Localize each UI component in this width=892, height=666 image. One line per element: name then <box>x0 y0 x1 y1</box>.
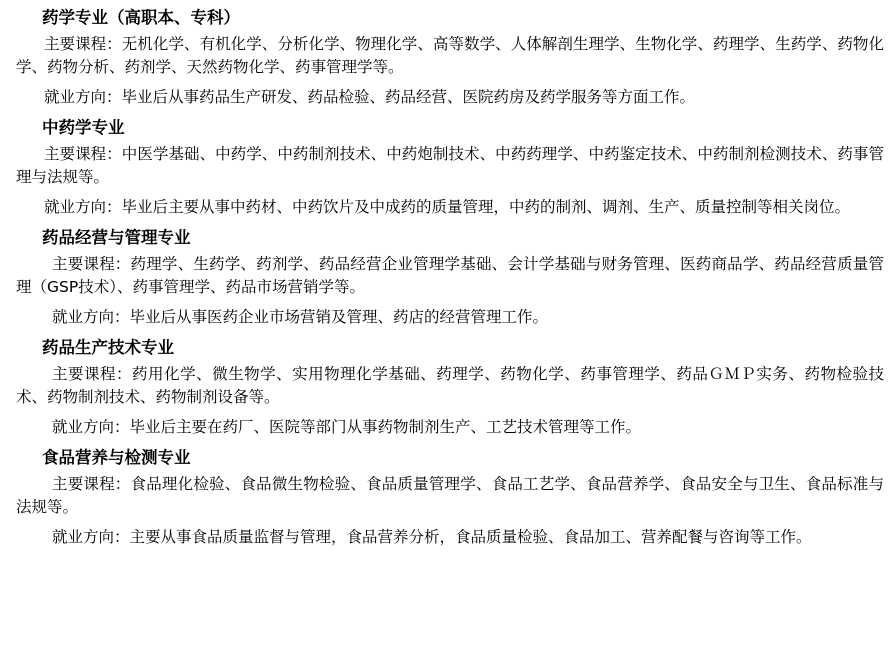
section-title: 中药学专业 <box>42 118 125 137</box>
section-title: 药品生产技术专业 <box>42 338 174 357</box>
career-paragraph: 就业方向：毕业后从事医药企业市场营销及管理、药店的经营管理工作。 <box>52 308 549 326</box>
section-food-nutrition <box>16 446 884 549</box>
section-title: 食品营养与检测专业 <box>42 448 191 467</box>
section-title: 药学专业（高职本、专科） <box>42 8 240 27</box>
section-pharmacy <box>16 6 884 109</box>
section-drug-business <box>16 226 884 329</box>
courses-paragraph: 主要课程：药用化学、微生物学、实用物理化学基础、药理学、药物化学、药事管理学、药品ＧＭＰ实务、药物检验技术、药物制剂技术、药物制剂设备等。 <box>16 365 884 406</box>
section-title: 药品经营与管理专业 <box>42 228 191 247</box>
courses-paragraph: 主要课程：无机化学、有机化学、分析化学、物理化学、高等数学、人体解剖生理学、生物化学、药理学、生药学、药物化学、药物分析、药剂学、天然药物化学、药事管理学等。 <box>16 35 884 76</box>
courses-paragraph: 主要课程：中医学基础、中药学、中药制剂技术、中药炮制技术、中药药理学、中药鉴定技术、中药制剂检测技术、药事管理与法规等。 <box>16 145 884 186</box>
career-paragraph: 就业方向：毕业后从事药品生产研发、药品检验、药品经营、医院药房及药学服务等方面工作。 <box>44 88 696 106</box>
section-chinese-pharmacy <box>16 116 884 219</box>
section-drug-production <box>16 336 884 439</box>
courses-paragraph: 主要课程：药理学、生药学、药剂学、药品经营企业管理学基础、会计学基础与财务管理、医药商品学、药品经营质量管理（GSP技术）、药事管理学、药品市场营销学等。 <box>16 255 884 296</box>
career-paragraph: 就业方向：主要从事食品质量监督与管理，食品营养分析，食品质量检验、食品加工、营养配餐与咨询等工作。 <box>52 528 812 546</box>
career-paragraph: 就业方向：毕业后主要在药厂、医院等部门从事药物制剂生产、工艺技术管理等工作。 <box>52 418 642 436</box>
career-paragraph: 就业方向：毕业后主要从事中药材、中药饮片及中成药的质量管理，中药的制剂、调剂、生产、质量控制等相关岗位。 <box>44 198 851 216</box>
courses-paragraph: 主要课程：食品理化检验、食品微生物检验、食品质量管理学、食品工艺学、食品营养学、食品安全与卫生、食品标准与法规等。 <box>16 475 884 516</box>
